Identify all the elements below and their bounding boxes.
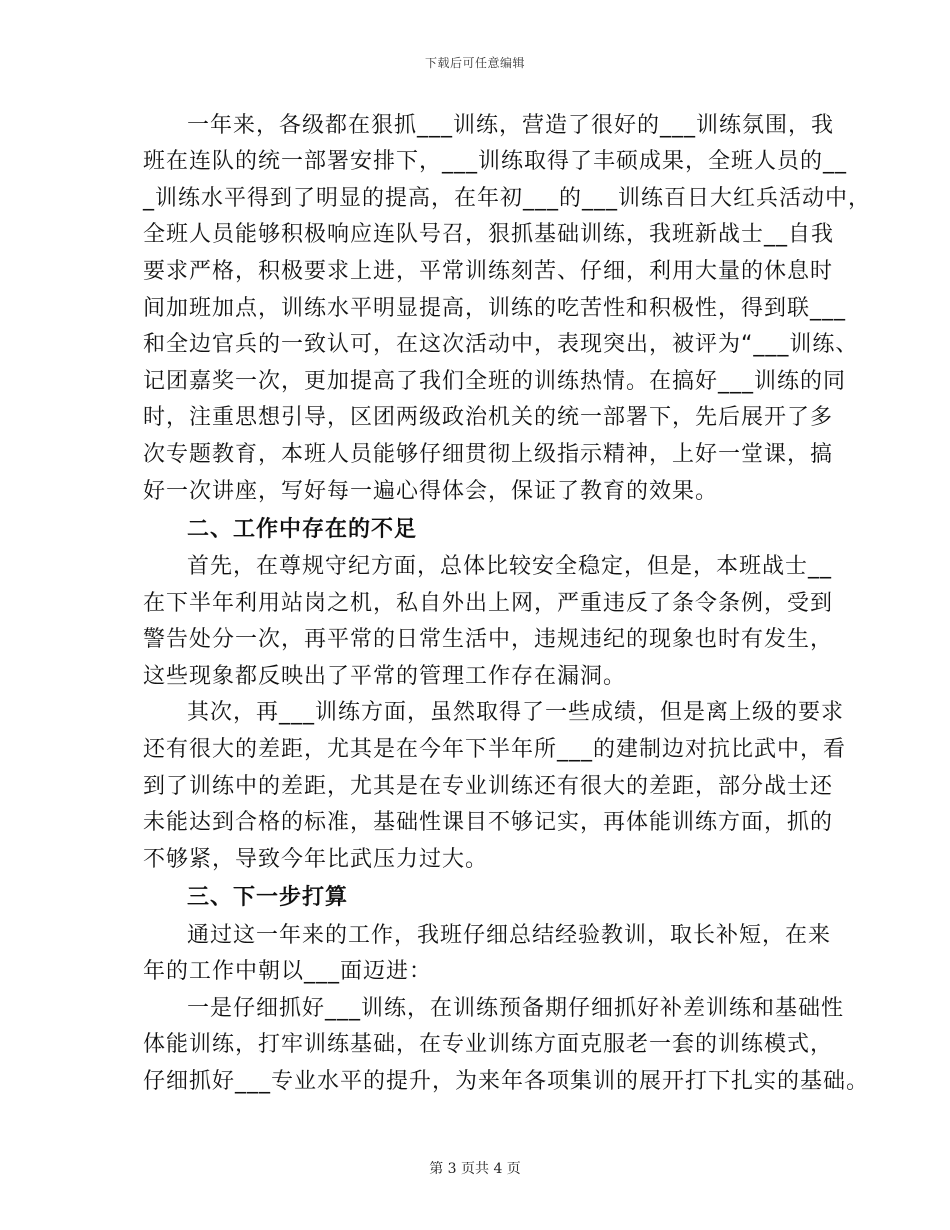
paragraph-line: 首先，在尊规守纪方面，总体比较安全稳定，但是，本班战士__ (187, 554, 833, 579)
paragraph-line: 这些现象都反映出了平常的管理工作存在漏洞。 (143, 664, 627, 689)
paragraph-line: 要求严格，积极要求上进，平常训练刻苦、仔细，利用大量的休息时 (143, 259, 834, 284)
paragraph-line: 一是仔细抓好___训练，在训练预备期仔细抓好补差训练和基础性 (187, 996, 845, 1021)
paragraph-line: 记团嘉奖一次，更加提高了我们全班的训练热情。在搞好___训练的同 (143, 369, 847, 394)
paragraph-line: 年的工作中朝以___面迈进： (143, 959, 433, 984)
paragraph-line: 不够紧，导致今年比武压力过大。 (143, 847, 489, 872)
paragraph-line: 其次，再___训练方面，虽然取得了一些成绩，但是离上级的要求 (187, 700, 845, 725)
page-footer: 第 3 页共 4 页 (429, 1161, 521, 1177)
paragraph-line: 一年来，各级都在狠抓___训练，营造了很好的___训练氛围，我 (187, 113, 835, 138)
paragraph-line: 未能达到合格的标准，基础性课目不够记实，再体能训练方面，抓的 (143, 810, 834, 835)
paragraph-line: 警告处分一次，再平常的日常生活中，违规违纪的现象也时有发生， (143, 627, 834, 652)
paragraph-line: 通过这一年来的工作，我班仔细总结经验教训，取长补短，在来 (187, 923, 832, 948)
paragraph-line: _训练水平得到了明显的提高，在年初___的___训练百日大红兵活动中， (143, 186, 872, 211)
paragraph-line: 在下半年利用站岗之机，私自外出上网，严重违反了条令条例，受到 (143, 591, 834, 616)
section-heading: 二、工作中存在的不足 (187, 517, 418, 542)
paragraph-line: 全班人员能够积极响应连队号召，狠抓基础训练，我班新战士__自我 (143, 222, 835, 247)
page-header: 下载后可任意编辑 (424, 56, 525, 70)
paragraph-line: 间加班加点，训练水平明显提高，训练的吃苦性和积极性，得到联___ (143, 296, 847, 321)
paragraph-line: 体能训练，打牢训练基础，在专业训练方面克服老一套的训练模式， (143, 1032, 834, 1057)
paragraph-line: 好一次讲座，写好每一遍心得体会，保证了教育的效果。 (143, 479, 719, 504)
paragraph-line: 仔细抓好___专业水平的提升，为来年各项集训的展开打下扎实的基础。 (143, 1069, 870, 1094)
paragraph-line: 班在连队的统一部署安排下，___训练取得了丰硕成果，全班人员的__ (143, 149, 848, 174)
section-heading: 三、下一步打算 (187, 885, 349, 910)
paragraph-line: 还有很大的差距，尤其是在今年下半年所___的建制边对抗比武中，看 (143, 737, 847, 762)
paragraph-line: 时，注重思想引导，区团两级政治机关的统一部署下，先后展开了多 (143, 405, 834, 430)
paragraph-line: 次专题教育，本班人员能够仔细贯彻上级指示精神，上好一堂课，搞 (143, 442, 834, 467)
paragraph-line: 到了训练中的差距，尤其是在专业训练还有很大的差距，部分战士还 (143, 774, 834, 799)
paragraph-line: 和全边官兵的一致认可，在这次活动中，表现突出，被评为“___训练、 (143, 332, 859, 357)
